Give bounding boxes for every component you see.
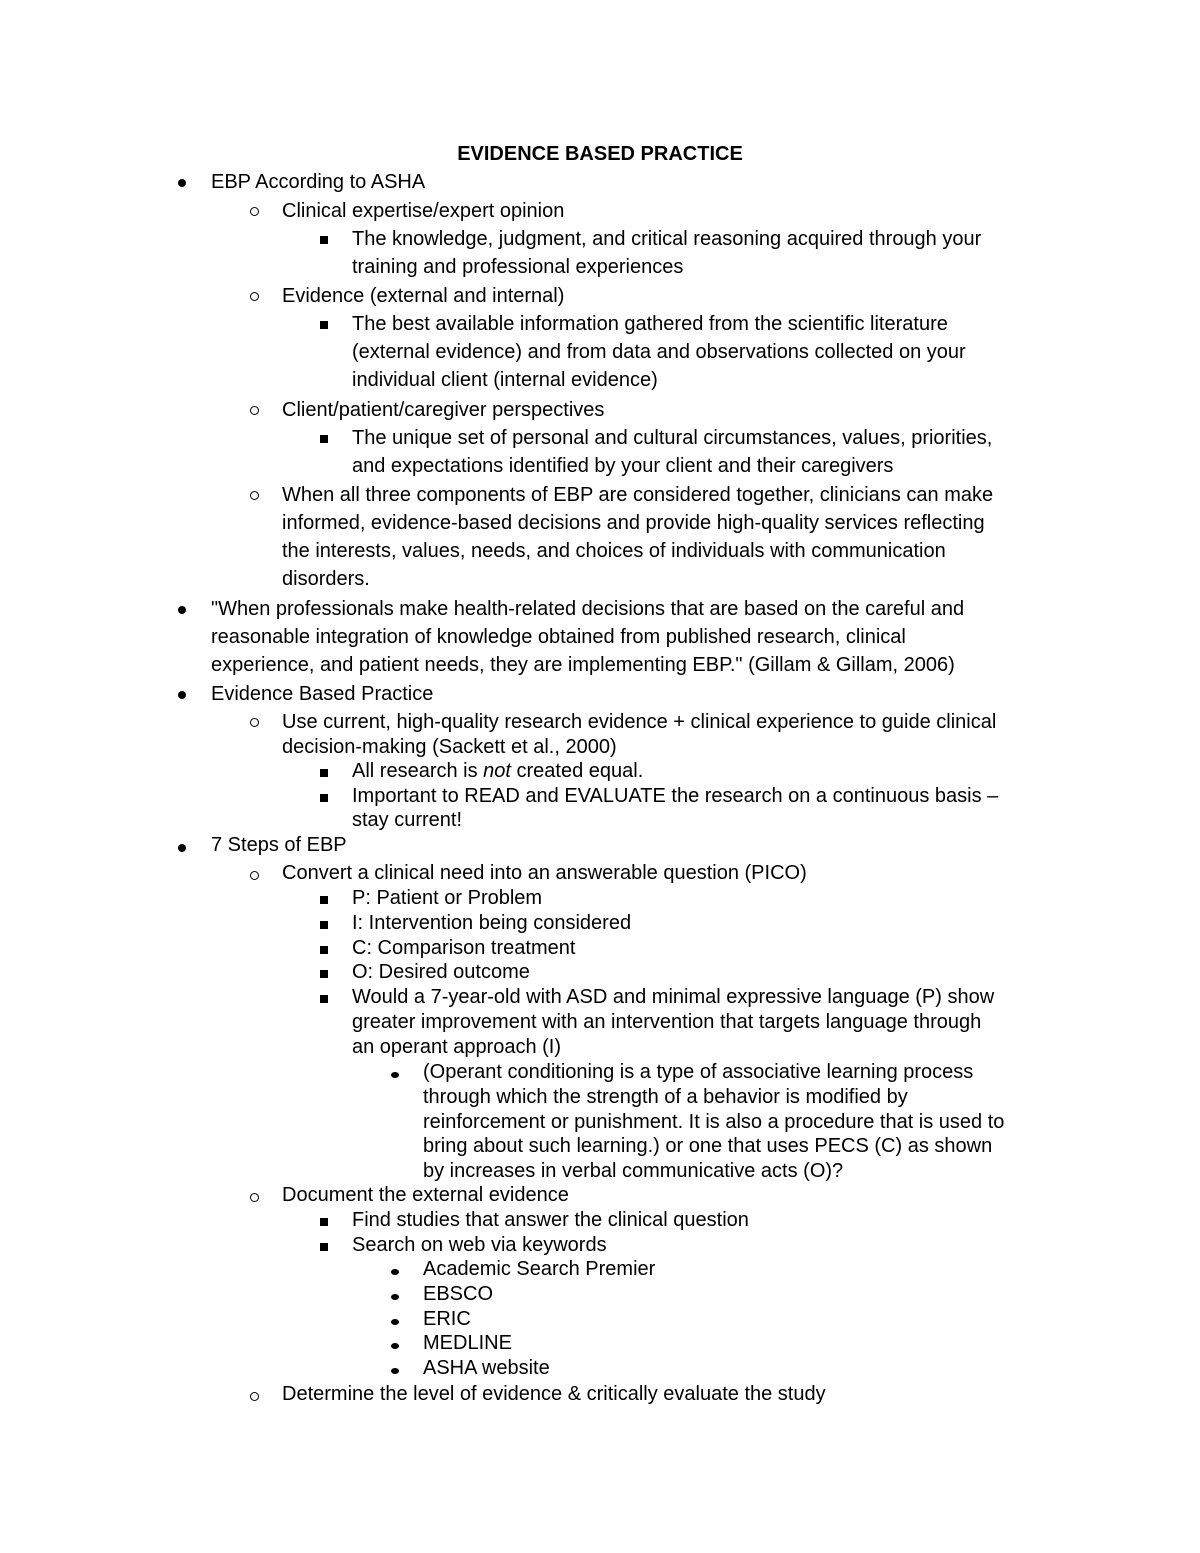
list-item: Find studies that answer the clinical question [352, 1209, 749, 1231]
bullet-filled-icon [391, 1368, 399, 1374]
list-item: Would a 7-year-old with ASD and minimal expressive language (P) show [352, 986, 995, 1008]
list-item-continuation: (external evidence) and from data and observations collected on your [352, 341, 966, 363]
text-run: All research is [352, 760, 484, 782]
bullet-filled-icon [178, 844, 186, 852]
list-item-continuation: and expectations identified by your client and their caregivers [352, 455, 894, 477]
list-item: Academic Search Premier [423, 1258, 656, 1280]
list-item: Convert a clinical need into an answerable question (PICO) [282, 862, 807, 884]
bullet-square-icon [320, 970, 328, 978]
bullet-hollow-icon [250, 406, 259, 415]
list-item: O: Desired outcome [352, 961, 530, 983]
bullet-hollow-icon [250, 207, 259, 216]
bullet-filled-icon [391, 1269, 399, 1275]
list-item-continuation: by increases in verbal communicative acts (O)? [423, 1160, 844, 1182]
list-item-continuation: the interests, values, needs, and choices of individuals with communication [282, 540, 946, 562]
list-item: C: Comparison treatment [352, 937, 576, 959]
list-item-continuation: informed, evidence-based decisions and provide high-quality services reflecting [282, 512, 985, 534]
list-item: Clinical expertise/expert opinion [282, 200, 565, 222]
bullet-hollow-icon [250, 871, 259, 880]
bullet-square-icon [320, 946, 328, 954]
text-run: created equal. [510, 760, 644, 782]
list-item: MEDLINE [423, 1332, 512, 1354]
bullet-filled-icon [391, 1343, 399, 1349]
list-item-continuation: disorders. [282, 568, 370, 590]
bullet-filled-icon [391, 1294, 399, 1300]
bullet-square-icon [320, 1243, 328, 1251]
list-item: Important to READ and EVALUATE the research on a continuous basis – [352, 785, 999, 807]
list-item: When all three components of EBP are considered together, clinicians can make [282, 484, 994, 506]
list-item-continuation: reasonable integration of knowledge obtained from published research, clinical [211, 626, 906, 648]
bullet-square-icon [320, 1218, 328, 1226]
bullet-filled-icon [391, 1319, 399, 1325]
bullet-hollow-icon [250, 292, 259, 301]
list-item: The best available information gathered from the scientific literature [352, 313, 948, 335]
bullet-square-icon [320, 435, 328, 443]
list-item: ERIC [423, 1308, 471, 1330]
bullet-filled-icon [178, 691, 186, 699]
list-item: I: Intervention being considered [352, 912, 632, 934]
list-item: Determine the level of evidence & critically evaluate the study [282, 1383, 826, 1405]
list-item: EBSCO [423, 1283, 494, 1305]
bullet-square-icon [320, 896, 328, 904]
list-item-continuation: individual client (internal evidence) [352, 369, 658, 391]
list-item: ASHA website [423, 1357, 550, 1379]
list-item-continuation: an operant approach (I) [352, 1036, 562, 1058]
bullet-filled-icon [178, 606, 186, 614]
list-item-continuation: bring about such learning.) or one that uses PECS (C) as shown [423, 1135, 993, 1157]
bullet-hollow-icon [250, 491, 259, 500]
list-item: EBP According to ASHA [211, 171, 426, 193]
list-item: P: Patient or Problem [352, 887, 543, 909]
list-item: Search on web via keywords [352, 1234, 607, 1256]
bullet-filled-icon [178, 179, 186, 187]
list-item: 7 Steps of EBP [211, 834, 347, 856]
page-title: EVIDENCE BASED PRACTICE [457, 143, 743, 165]
bullet-hollow-icon [250, 1193, 259, 1202]
bullet-square-icon [320, 794, 328, 802]
list-item [352, 759, 643, 784]
list-item-continuation: greater improvement with an intervention that targets language through [352, 1011, 982, 1033]
list-item: Document the external evidence [282, 1184, 569, 1206]
list-item-continuation: decision-making (Sackett et al., 2000) [282, 736, 617, 758]
list-item: Evidence Based Practice [211, 683, 434, 705]
bullet-hollow-icon [250, 718, 259, 727]
list-item: "When professionals make health-related decisions that are based on the careful and [211, 598, 965, 620]
list-item-continuation: through which the strength of a behavior is modified by [423, 1086, 908, 1108]
bullet-square-icon [320, 236, 328, 244]
bullet-square-icon [320, 921, 328, 929]
list-item-continuation: stay current! [352, 809, 463, 831]
list-item: Client/patient/caregiver perspectives [282, 399, 605, 421]
bullet-hollow-icon [250, 1392, 259, 1401]
emphasis-text: not [483, 760, 511, 782]
list-item-continuation: reinforcement or punishment. It is also a procedure that is used to [423, 1111, 1005, 1133]
list-item: Use current, high-quality research evidence + clinical experience to guide clinical [282, 711, 997, 733]
bullet-square-icon [320, 321, 328, 329]
bullet-square-icon [320, 995, 328, 1003]
list-item: The knowledge, judgment, and critical reasoning acquired through your [352, 228, 982, 250]
bullet-filled-icon [391, 1072, 399, 1078]
bullet-square-icon [320, 769, 328, 777]
list-item: (Operant conditioning is a type of associative learning process [423, 1061, 974, 1083]
list-item-continuation: experience, and patient needs, they are implementing EBP." (Gillam & Gillam, 2006) [211, 654, 955, 676]
list-item-continuation: training and professional experiences [352, 256, 684, 278]
list-item: Evidence (external and internal) [282, 285, 565, 307]
list-item: The unique set of personal and cultural circumstances, values, priorities, [352, 427, 993, 449]
